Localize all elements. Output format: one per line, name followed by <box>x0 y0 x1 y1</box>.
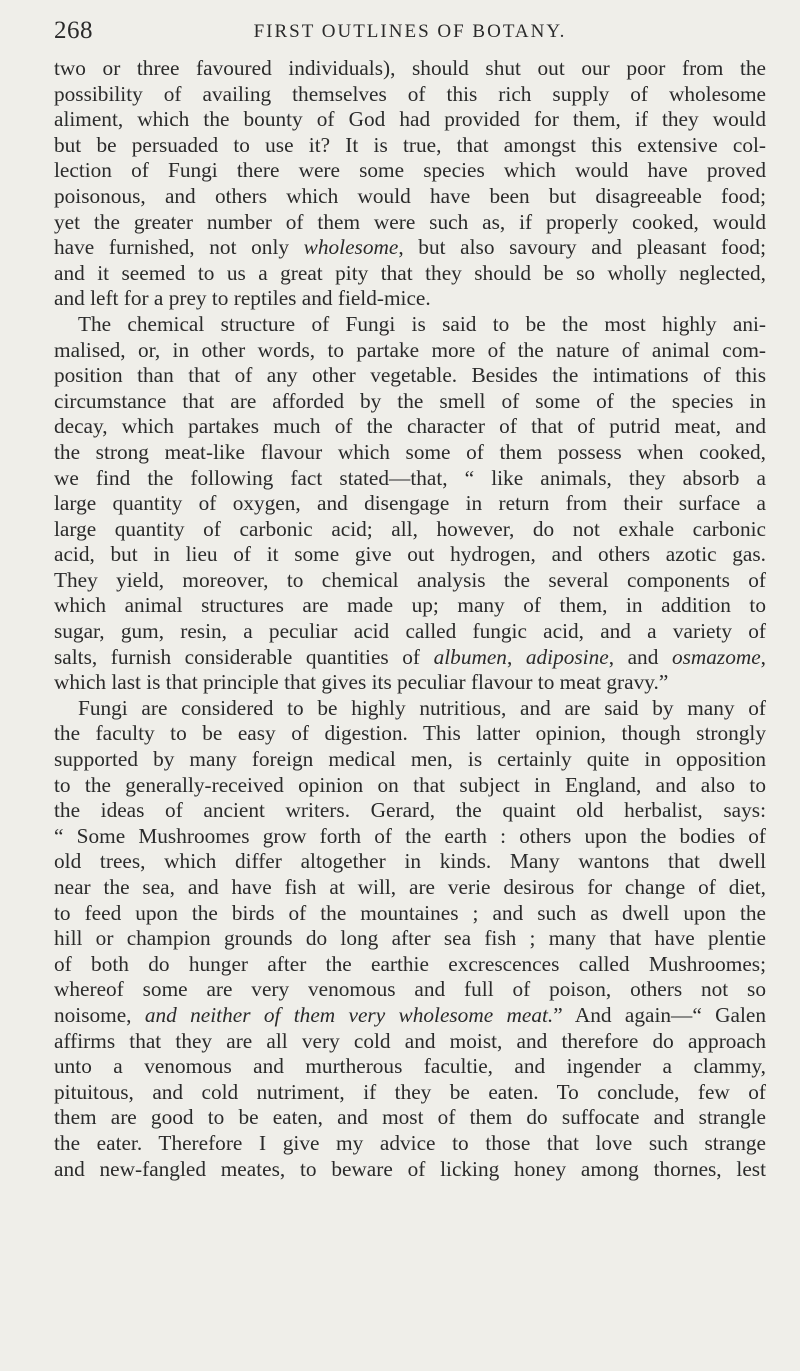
text-run: them are good to be eaten, and most of them do suffocate and strangle <box>54 1105 766 1130</box>
text-line <box>54 798 766 824</box>
text-line <box>54 773 766 799</box>
text-run: ” And again—“ Galen <box>553 1002 766 1027</box>
text-line <box>54 1105 766 1131</box>
text-line <box>54 363 766 389</box>
text-run: the ideas of ancient writers. Gerard, the quaint old herbalist, says: <box>54 798 766 823</box>
text-run: , but also savoury and pleasant food; <box>398 235 766 260</box>
text-line <box>54 721 766 747</box>
text-run: affirms that they are all very cold and moist, and therefore do approach <box>54 1028 766 1053</box>
text-run: the eater. Therefore I give my advice to those that love such strange <box>54 1130 766 1155</box>
text-line <box>54 389 766 415</box>
text-line <box>54 977 766 1003</box>
text-line <box>54 491 766 517</box>
text-run: salts, furnish considerable quantities of <box>54 644 434 669</box>
text-run: unto a venomous and murtherous facultie, and ingender a clammy, <box>54 1054 766 1079</box>
text-line <box>54 235 766 261</box>
text-run: position than that of any other vegetable. Besides the intimations of this <box>54 363 766 388</box>
text-run: pituitous, and cold nutriment, if they be eaten. To conclude, few of <box>54 1079 766 1104</box>
text-line <box>54 1157 766 1183</box>
text-line <box>54 312 766 338</box>
text-line <box>54 338 766 364</box>
text-line <box>54 875 766 901</box>
text-run: acid, but in lieu of it some give out hydrogen, and others azotic gas. <box>54 542 766 567</box>
text-line <box>54 158 766 184</box>
text-run: hill or champion grounds do long after sea fish ; many that have plentie <box>54 926 766 951</box>
text-line <box>54 568 766 594</box>
italic-phrase: osmazome <box>671 644 761 669</box>
text-run: “ Some Mushroomes grow forth of the earth : others upon the bodies of <box>54 823 766 848</box>
page-header <box>54 0 766 52</box>
text-run: to feed upon the birds of the mountaines ; and such as dwell upon the <box>54 900 766 925</box>
text-line <box>54 952 766 978</box>
text-run: decay, which partakes much of the character of that of putrid meat, and <box>54 414 766 439</box>
text-line <box>54 517 766 543</box>
text-run: sugar, gum, resin, a peculiar acid called fungic acid, and a variety of <box>54 619 766 644</box>
text-run: malised, or, in other words, to partake more of the nature of animal com- <box>54 337 766 362</box>
text-line <box>54 849 766 875</box>
text-run: and left for a prey to reptiles and field-mice. <box>54 286 431 311</box>
text-run: we find the following fact stated—that, “ like animals, they absorb a <box>54 465 766 490</box>
text-line <box>54 593 766 619</box>
text-run: noisome, <box>54 1002 145 1027</box>
text-line <box>54 466 766 492</box>
text-line <box>54 901 766 927</box>
text-line <box>54 1131 766 1157</box>
text-run: They yield, moreover, to chemical analysis the several components of <box>54 567 766 592</box>
text-line <box>54 133 766 159</box>
text-run: lection of Fungi there were some species which would have proved <box>54 158 766 183</box>
text-run: have furnished, not only <box>54 235 304 260</box>
text-line <box>54 824 766 850</box>
text-run: large quantity of carbonic acid; all, however, do not exhale carbonic <box>54 516 766 541</box>
text-run: the strong meat-like flavour which some of them possess when cooked, <box>54 439 766 464</box>
text-run: but be persuaded to use it? It is true, that amongst this extensive col- <box>54 132 766 157</box>
text-run: to the generally-received opinion on that subject in England, and also to <box>54 772 766 797</box>
text-line <box>54 1029 766 1055</box>
text-run: yet the greater number of them were such as, if properly cooked, would <box>54 209 766 234</box>
body-text <box>54 56 766 1182</box>
text-run: Fungi are considered to be highly nutritious, and are said by many of <box>78 695 766 720</box>
text-run: and it seemed to us a great pity that they should be so wholly neglected, <box>54 260 766 285</box>
text-run: poisonous, and others which would have been but disagreeable food; <box>54 183 766 208</box>
text-line <box>54 414 766 440</box>
text-run: near the sea, and have fish at will, are verie desirous for change of diet, <box>54 875 766 899</box>
text-line <box>54 56 766 82</box>
text-line <box>54 747 766 773</box>
text-line <box>54 107 766 133</box>
text-run: which last is that principle that gives its peculiar flavour to meat gravy.” <box>54 670 669 695</box>
italic-phrase: wholesome <box>303 235 399 260</box>
text-run: aliment, which the bounty of God had provided for them, if they would <box>54 107 766 132</box>
text-line <box>54 645 766 671</box>
text-run: and new-fangled meates, to beware of licking honey among thornes, lest <box>54 1156 766 1181</box>
text-run: possibility of availing themselves of this rich supply of wholesome <box>54 81 766 106</box>
text-run: two or three favoured individuals), should shut out our poor from the <box>54 56 766 80</box>
running-title: FIRST OUTLINES OF BOTANY. <box>253 21 567 42</box>
text-run: old trees, which differ altogether in kinds. Many wantons that dwell <box>54 849 766 874</box>
text-run: the faculty to be easy of digestion. This latter opinion, though strongly <box>54 721 766 746</box>
text-run: , <box>506 644 526 669</box>
italic-phrase: albumen <box>433 644 507 669</box>
text-line <box>54 286 766 312</box>
text-line <box>54 1080 766 1106</box>
text-line <box>54 696 766 722</box>
text-line <box>54 1003 766 1029</box>
text-line <box>54 619 766 645</box>
text-line <box>54 542 766 568</box>
page-number: 268 <box>54 17 93 44</box>
text-line <box>54 261 766 287</box>
text-line <box>54 926 766 952</box>
text-run: which animal structures are made up; many of them, in addition to <box>54 593 766 618</box>
text-run: large quantity of oxygen, and disengage in return from their surface a <box>54 491 766 516</box>
text-line <box>54 440 766 466</box>
text-run: , <box>760 644 766 669</box>
text-run: circumstance that are afforded by the smell of some of the species in <box>54 388 766 413</box>
text-line <box>54 210 766 236</box>
text-line <box>54 1054 766 1080</box>
text-run: , and <box>608 644 672 669</box>
text-run: The chemical structure of Fungi is said to be the most highly ani- <box>78 311 766 336</box>
text-run: of both do hunger after the earthie excrescences called Mushroomes; <box>54 951 766 976</box>
text-line <box>54 82 766 108</box>
text-run: supported by many foreign medical men, is certainly quite in opposition <box>54 747 766 772</box>
italic-phrase: adiposine <box>525 644 609 669</box>
italic-phrase: and neither of them very wholesome meat. <box>144 1002 554 1027</box>
text-line <box>54 670 766 696</box>
text-line <box>54 184 766 210</box>
text-run: whereof some are very venomous and full of poison, others not so <box>54 977 766 1002</box>
